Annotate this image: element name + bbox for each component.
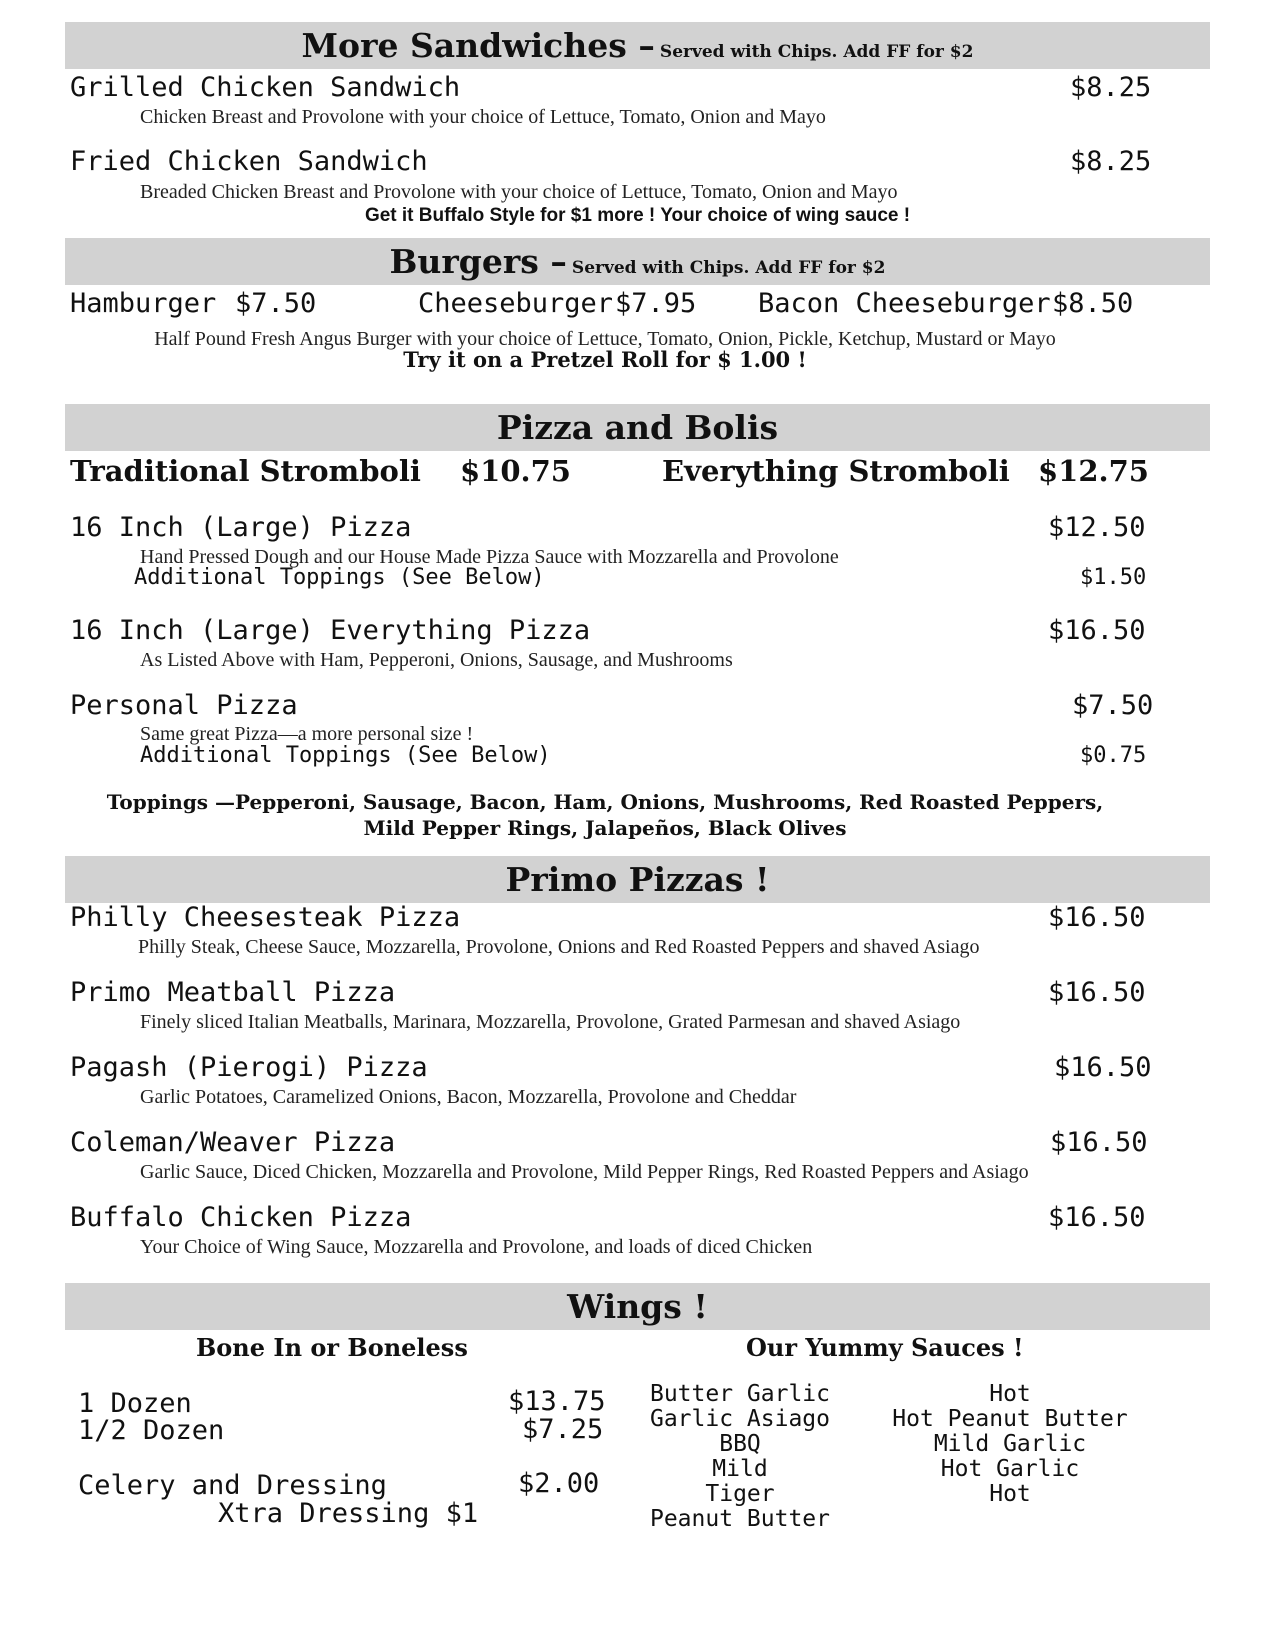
hamburger-name: Hamburger — [70, 288, 217, 319]
sauce-item: Mild Garlic — [933, 1431, 1087, 1457]
fried-chicken-name: Fried Chicken Sandwich — [70, 146, 428, 177]
sauce-item: Hot Peanut Butter — [892, 1406, 1128, 1432]
fried-chicken-desc: Breaded Chicken Breast and Provolone with your choice of Lettuce, Tomato, Onion and Mayo — [140, 181, 898, 203]
sauce-item: Hot — [989, 1481, 1031, 1507]
toppings-line-1: Toppings —Pepperoni, Sausage, Bacon, Ham, Onions, Mushrooms, Red Roasted Peppers, — [106, 790, 1104, 814]
half-dozen-name: 1/2 Dozen — [78, 1415, 225, 1446]
traditional-stromboli-name: Traditional Stromboli — [70, 454, 421, 488]
grilled-chicken-name: Grilled Chicken Sandwich — [70, 72, 461, 103]
burgers-header-band — [65, 238, 1210, 285]
xtra-dressing: Xtra Dressing $1 — [218, 1498, 479, 1529]
sandwiches-header-band — [65, 22, 1210, 69]
philly-pizza-desc: Philly Steak, Cheese Sauce, Mozzarella, Provolone, Onions and Red Roasted Peppers and shaved Asiago — [138, 936, 980, 958]
large-pizza-price: $12.50 — [1048, 512, 1146, 543]
dozen-name: 1 Dozen — [78, 1388, 192, 1419]
coleman-pizza-desc: Garlic Sauce, Diced Chicken, Mozzarella and Provolone, Mild Pepper Rings, Red Roasted Peppers and Asiago — [140, 1161, 1029, 1183]
pierogi-pizza-name: Pagash (Pierogi) Pizza — [70, 1052, 428, 1083]
bacon-cheeseburger-price: $8.50 — [1052, 288, 1134, 319]
pierogi-pizza-desc: Garlic Potatoes, Caramelized Onions, Bacon, Mozzarella, Provolone and Cheddar — [140, 1086, 797, 1108]
sauces-right-list — [880, 1382, 1140, 1507]
hamburger-price: $7.50 — [235, 288, 317, 319]
everything-stromboli-price: $12.75 — [1038, 454, 1149, 488]
meatball-pizza-price: $16.50 — [1048, 977, 1146, 1008]
toppings-line-2: Mild Pepper Rings, Jalapeños, Black Olives — [363, 816, 847, 840]
pierogi-pizza-price: $16.50 — [1054, 1052, 1152, 1083]
fried-chicken-price: $8.25 — [1070, 146, 1152, 177]
personal-pizza-extra-price: $0.75 — [1080, 743, 1147, 768]
everything-pizza-name: 16 Inch (Large) Everything Pizza — [70, 615, 591, 646]
sauce-item: Hot Garlic — [940, 1456, 1080, 1482]
cheeseburger-price: $7.95 — [615, 288, 697, 319]
wings-title: Wings ! — [567, 1287, 708, 1326]
sandwiches-subtitle: Served with Chips. Add FF for $2 — [659, 42, 974, 62]
grilled-chicken-desc: Chicken Breast and Provolone with your choice of Lettuce, Tomato, Onion and Mayo — [140, 106, 826, 128]
sauce-item: Mild — [712, 1456, 768, 1482]
coleman-pizza-name: Coleman/Weaver Pizza — [70, 1127, 396, 1158]
sauce-item: BBQ — [719, 1431, 761, 1457]
buffalo-pizza-price: $16.50 — [1048, 1202, 1146, 1233]
buffalo-pizza-name: Buffalo Chicken Pizza — [70, 1202, 412, 1233]
burger-desc: Half Pound Fresh Angus Burger with your choice of Lettuce, Tomato, Onion, Pickle, Ketchup, Mustard or Mayo — [154, 328, 1056, 350]
pizza-title: Pizza and Bolis — [496, 408, 779, 447]
meatball-pizza-desc: Finely sliced Italian Meatballs, Marinara, Mozzarella, Provolone, Grated Parmesan and shaved Asiago — [140, 1011, 961, 1033]
large-pizza-name: 16 Inch (Large) Pizza — [70, 512, 412, 543]
dozen-price: $13.75 — [508, 1386, 606, 1417]
sandwiches-header — [65, 26, 1210, 65]
bone-in-heading: Bone In or Boneless — [196, 1333, 468, 1362]
sauce-item: Butter Garlic — [649, 1381, 830, 1407]
large-pizza-extra: Additional Toppings (See Below) — [134, 565, 545, 590]
half-dozen-price: $7.25 — [522, 1414, 604, 1445]
personal-pizza-name: Personal Pizza — [70, 690, 298, 721]
everything-stromboli-name: Everything Stromboli — [662, 454, 1010, 488]
everything-pizza-desc: As Listed Above with Ham, Pepperoni, Onions, Sausage, and Mushrooms — [140, 649, 733, 671]
burgers-header — [65, 242, 1210, 281]
large-pizza-desc: Hand Pressed Dough and our House Made Pizza Sauce with Mozzarella and Provolone — [140, 546, 839, 568]
bacon-cheeseburger-name: Bacon Cheeseburger — [758, 288, 1051, 319]
meatball-pizza-name: Primo Meatball Pizza — [70, 977, 396, 1008]
sauce-item: Tiger — [705, 1481, 775, 1507]
burgers-subtitle: Served with Chips. Add FF for $2 — [571, 258, 886, 278]
celery-price: $2.00 — [518, 1468, 600, 1499]
everything-pizza-price: $16.50 — [1048, 615, 1146, 646]
wings-header-band — [65, 1283, 1210, 1330]
sauce-item: Hot — [989, 1381, 1031, 1407]
coleman-pizza-price: $16.50 — [1050, 1127, 1148, 1158]
celery-name: Celery and Dressing — [78, 1470, 387, 1501]
buffalo-style-note: Get it Buffalo Style for $1 more ! Your choice of wing sauce ! — [364, 205, 911, 226]
primo-title: Primo Pizzas ! — [505, 860, 770, 899]
primo-header-band — [65, 856, 1210, 903]
buffalo-pizza-desc: Your Choice of Wing Sauce, Mozzarella and Provolone, and loads of diced Chicken — [140, 1236, 813, 1258]
pizza-header-band — [65, 404, 1210, 451]
traditional-stromboli-price: $10.75 — [460, 454, 571, 488]
pretzel-roll-note: Try it on a Pretzel Roll for $ 1.00 ! — [403, 347, 807, 372]
grilled-chicken-price: $8.25 — [1070, 72, 1152, 103]
philly-pizza-price: $16.50 — [1048, 902, 1146, 933]
sandwiches-title: More Sandwiches – — [301, 26, 655, 65]
sauce-item: Peanut Butter — [649, 1506, 830, 1532]
burgers-title: Burgers – — [389, 242, 567, 281]
personal-pizza-desc: Same great Pizza—a more personal size ! — [140, 723, 474, 745]
sauces-heading: Our Yummy Sauces ! — [746, 1333, 1024, 1362]
personal-pizza-extra: Additional Toppings (See Below) — [140, 743, 551, 768]
sauce-item: Garlic Asiago — [649, 1406, 830, 1432]
sauces-left-list — [640, 1382, 840, 1532]
large-pizza-extra-price: $1.50 — [1080, 565, 1147, 590]
personal-pizza-price: $7.50 — [1072, 690, 1154, 721]
philly-pizza-name: Philly Cheesesteak Pizza — [70, 902, 461, 933]
cheeseburger-name: Cheeseburger — [418, 288, 614, 319]
